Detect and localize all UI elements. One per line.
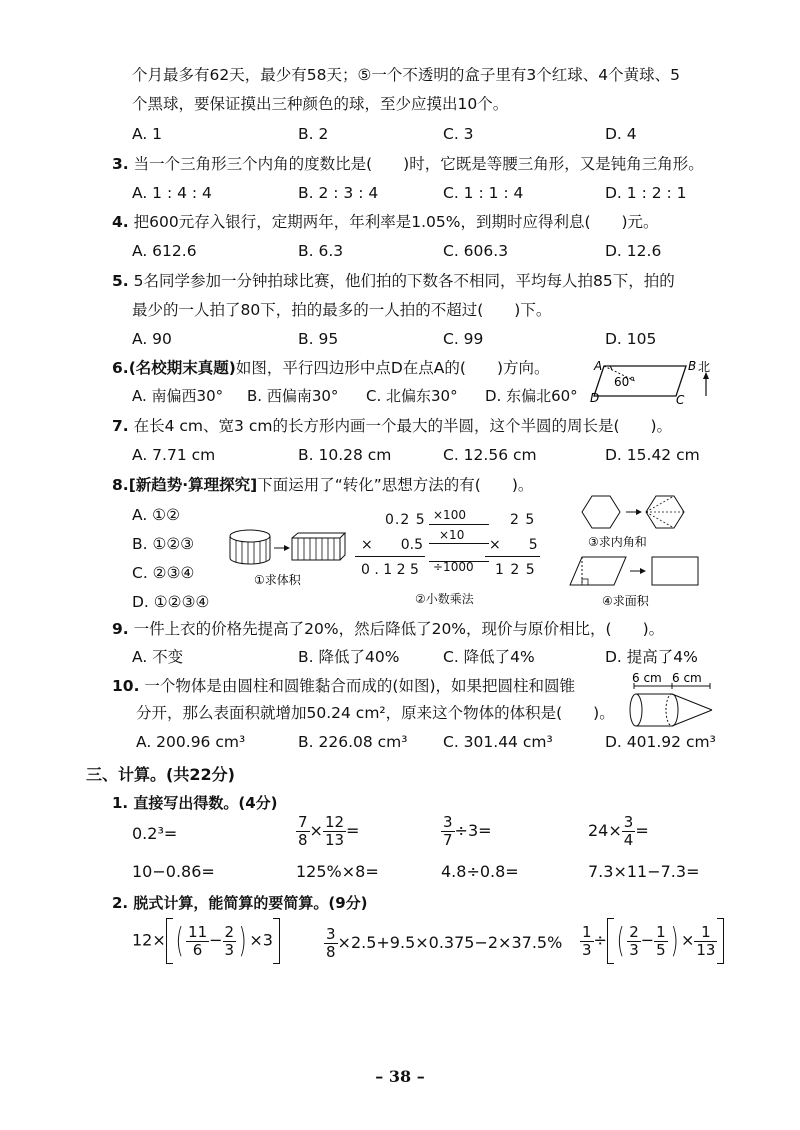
q6-label-d: D	[590, 391, 600, 404]
q8-fig2-m2: ×10	[439, 528, 465, 542]
q6-north-label: 北	[698, 360, 711, 374]
q9-option-d: D. 提高了4%	[605, 648, 698, 666]
q8-fig2-r2b: × 5	[489, 537, 538, 553]
q6-option-c: C. 北偏东30°	[366, 387, 458, 405]
calc1-item-h: 7.3×11−7.3=	[588, 862, 700, 881]
q6-option-b: B. 西偏南30°	[247, 387, 339, 405]
q9-option-c: C. 降低了4%	[443, 648, 535, 666]
calc1-title: 1. 直接写出得数。(4分)	[112, 794, 278, 812]
q7-number: 7.	[112, 417, 129, 435]
q8-number: 8.	[112, 476, 129, 494]
q8-fig2-r2a: × 0.5	[361, 537, 423, 553]
q8-text: 下面运用了“转化”思想方法的有( )。	[257, 476, 534, 494]
q10-stem-line1	[112, 675, 575, 697]
q10-option-c: C. 301.44 cm³	[443, 733, 553, 751]
q8-option-d: D. ①②③④	[132, 593, 210, 611]
q8-fig2-r1b: 2 5	[510, 512, 536, 528]
q7-option-a: A. 7.71 cm	[132, 446, 216, 464]
q8-stem	[112, 474, 533, 496]
q8-fig2-m1: ×100	[433, 508, 466, 522]
q10-option-b: B. 226.08 cm³	[298, 733, 408, 751]
q9-option-b: B. 降低了40%	[298, 648, 400, 666]
section3-title: 三、计算。(共22分)	[86, 765, 235, 784]
q3-number: 3.	[112, 155, 129, 173]
q8-fig2-r3b: 1 2 5	[495, 562, 536, 578]
q8-fig2-r3a: 0 . 1 2 5	[361, 562, 419, 578]
q5-option-d: D. 105	[605, 330, 657, 348]
q9-text: 一件上衣的价格先提高了20%，然后降低了20%，现价与原价相比，( )。	[133, 620, 665, 638]
q2-option-c: C. 3	[443, 125, 474, 143]
q6-option-a: A. 南偏西30°	[132, 387, 224, 405]
q10-len2: 6 cm	[672, 671, 702, 685]
q8-fig2-arrow1	[429, 524, 489, 525]
q3-option-c: C. 1 : 1 : 4	[443, 184, 524, 202]
q7-text: 在长4 cm、宽3 cm的长方形内画一个最大的半圆，这个半圆的周长是( )。	[133, 417, 673, 435]
q8-fig2-rule-right	[485, 556, 540, 557]
q4-option-d: D. 12.6	[605, 242, 662, 260]
q8-fig2-decimal	[355, 508, 545, 608]
q7-option-d: D. 15.42 cm	[605, 446, 700, 464]
q10-cylinder-cone-figure	[624, 670, 716, 732]
calc1-item-d: 24× $\frac{3}{4}$ =	[588, 813, 649, 849]
q6-stem	[112, 357, 550, 379]
q10-number: 10.	[112, 677, 140, 695]
calc1-item-b: $\frac{7}{8}$ × $\frac{12}{13}$ =	[298, 813, 360, 849]
q8-fig2-m3: ÷1000	[433, 560, 474, 574]
q4-number: 4.	[112, 213, 129, 231]
q8-option-c: C. ②③④	[132, 564, 195, 582]
q9-option-a: A. 不变	[132, 648, 184, 666]
q3-option-b: B. 2 : 3 : 4	[298, 184, 379, 202]
calc1-item-g: 4.8÷0.8=	[441, 862, 519, 881]
q8-fig1-volume	[228, 528, 346, 588]
calc1-item-f: 125%×8=	[296, 862, 379, 881]
q5-stem-line1	[112, 270, 675, 292]
q8-fig2-arrow3	[429, 561, 489, 562]
q5-text-1: 5名同学参加一分钟拍球比赛，他们拍的下数各不相同，平均每人拍85下，拍的	[133, 272, 675, 290]
q9-number: 9.	[112, 620, 129, 638]
q8-fig2-r1a: 0.2 5	[385, 512, 426, 528]
q3-option-d: D. 1 : 2 : 1	[605, 184, 687, 202]
q5-option-b: B. 95	[298, 330, 339, 348]
page-number: – 38 –	[375, 1067, 425, 1086]
q7-option-c: C. 12.56 cm	[443, 446, 537, 464]
q3-stem	[112, 153, 704, 175]
q6-text: 如图，平行四边形中点D在点A的( )方向。	[235, 359, 550, 377]
q4-stem	[112, 211, 659, 233]
calc2-expr1: 12× ( $\frac{11}{6}$ − $\frac{2}{3}$ ) ×3	[132, 918, 280, 964]
q4-option-b: B. 6.3	[298, 242, 344, 260]
q4-option-a: A. 612.6	[132, 242, 197, 260]
q5-stem-line2: 最少的一人拍了80下，拍的最多的一人拍的不超过( )下。	[132, 301, 552, 319]
q8-fig3-caption: ③求内角和	[588, 535, 647, 549]
q8-fig2-caption: ②小数乘法	[415, 592, 474, 606]
q2-line2: 个黑球，要保证摸出三种颜色的球，至少应摸出10个。	[132, 95, 509, 113]
q8-fig4-caption: ④求面积	[602, 594, 649, 608]
calc2-expr3: $\frac{1}{3}$ ÷ ( $\frac{2}{3}$ − $\frac{1}{5}$ ) × $\frac{1}{13}$	[580, 918, 724, 964]
calc1-item-a: 0.2³=	[132, 824, 178, 843]
calc1-item-e: 10−0.86=	[132, 862, 215, 881]
q2-option-d: D. 4	[605, 125, 637, 143]
q5-option-c: C. 99	[443, 330, 484, 348]
q10-option-d: D. 401.92 cm³	[605, 733, 716, 751]
calc2-title: 2. 脱式计算，能简算的要简算。(9分)	[112, 894, 368, 912]
q10-option-a: A. 200.96 cm³	[136, 733, 246, 751]
q10-len1: 6 cm	[632, 671, 662, 685]
q2-option-b: B. 2	[298, 125, 329, 143]
q6-option-d: D. 东偏北60°	[485, 387, 578, 405]
q6-tag: (名校期末真题)	[128, 359, 236, 377]
q7-option-b: B. 10.28 cm	[298, 446, 392, 464]
q6-parallelogram-figure	[590, 356, 720, 404]
q4-text: 把600元存入银行，定期两年，年利率是1.05%，到期时应得利息( )元。	[133, 213, 659, 231]
q5-number: 5.	[112, 272, 129, 290]
q6-label-b: B	[688, 359, 697, 373]
q8-fig2-rule-left	[355, 556, 425, 557]
q2-option-a: A. 1	[132, 125, 163, 143]
q6-number: 6.	[112, 359, 129, 377]
q6-label-c: C	[676, 393, 685, 404]
q8-fig3-hexagon	[580, 494, 700, 550]
q10-text-1: 一个物体是由圆柱和圆锥黏合而成的(如图)，如果把圆柱和圆锥	[144, 677, 576, 695]
q9-stem	[112, 618, 664, 640]
q8-option-a: A. ①②	[132, 506, 180, 524]
calc2-expr2: $\frac{3}{8}$ ×2.5+9.5×0.375−2×37.5%	[326, 925, 563, 961]
calc1-item-c: $\frac{3}{7}$ ÷3=	[443, 813, 492, 849]
q6-angle-label: 60°	[614, 375, 636, 389]
q8-fig4-area	[562, 555, 702, 609]
q5-option-a: A. 90	[132, 330, 172, 348]
q6-label-a: A	[594, 359, 603, 373]
q3-option-a: A. 1 : 4 : 4	[132, 184, 212, 202]
q2-line1: 个月最多有62天，最少有58天；⑤一个不透明的盒子里有3个红球、4个黄球、5	[132, 66, 680, 84]
q10-stem-line2: 分开，那么表面积就增加50.24 cm²，原来这个物体的体积是( )。	[136, 704, 615, 722]
q8-option-b: B. ①②③	[132, 535, 195, 553]
q7-stem	[112, 415, 672, 437]
q8-fig2-arrow2	[429, 543, 489, 544]
q4-option-c: C. 606.3	[443, 242, 509, 260]
q8-tag: [新趋势·算理探究]	[128, 476, 258, 494]
q3-text: 当一个三角形三个内角的度数比是( )时，它既是等腰三角形，又是钝角三角形。	[133, 155, 704, 173]
q8-fig1-caption: ①求体积	[254, 573, 301, 587]
